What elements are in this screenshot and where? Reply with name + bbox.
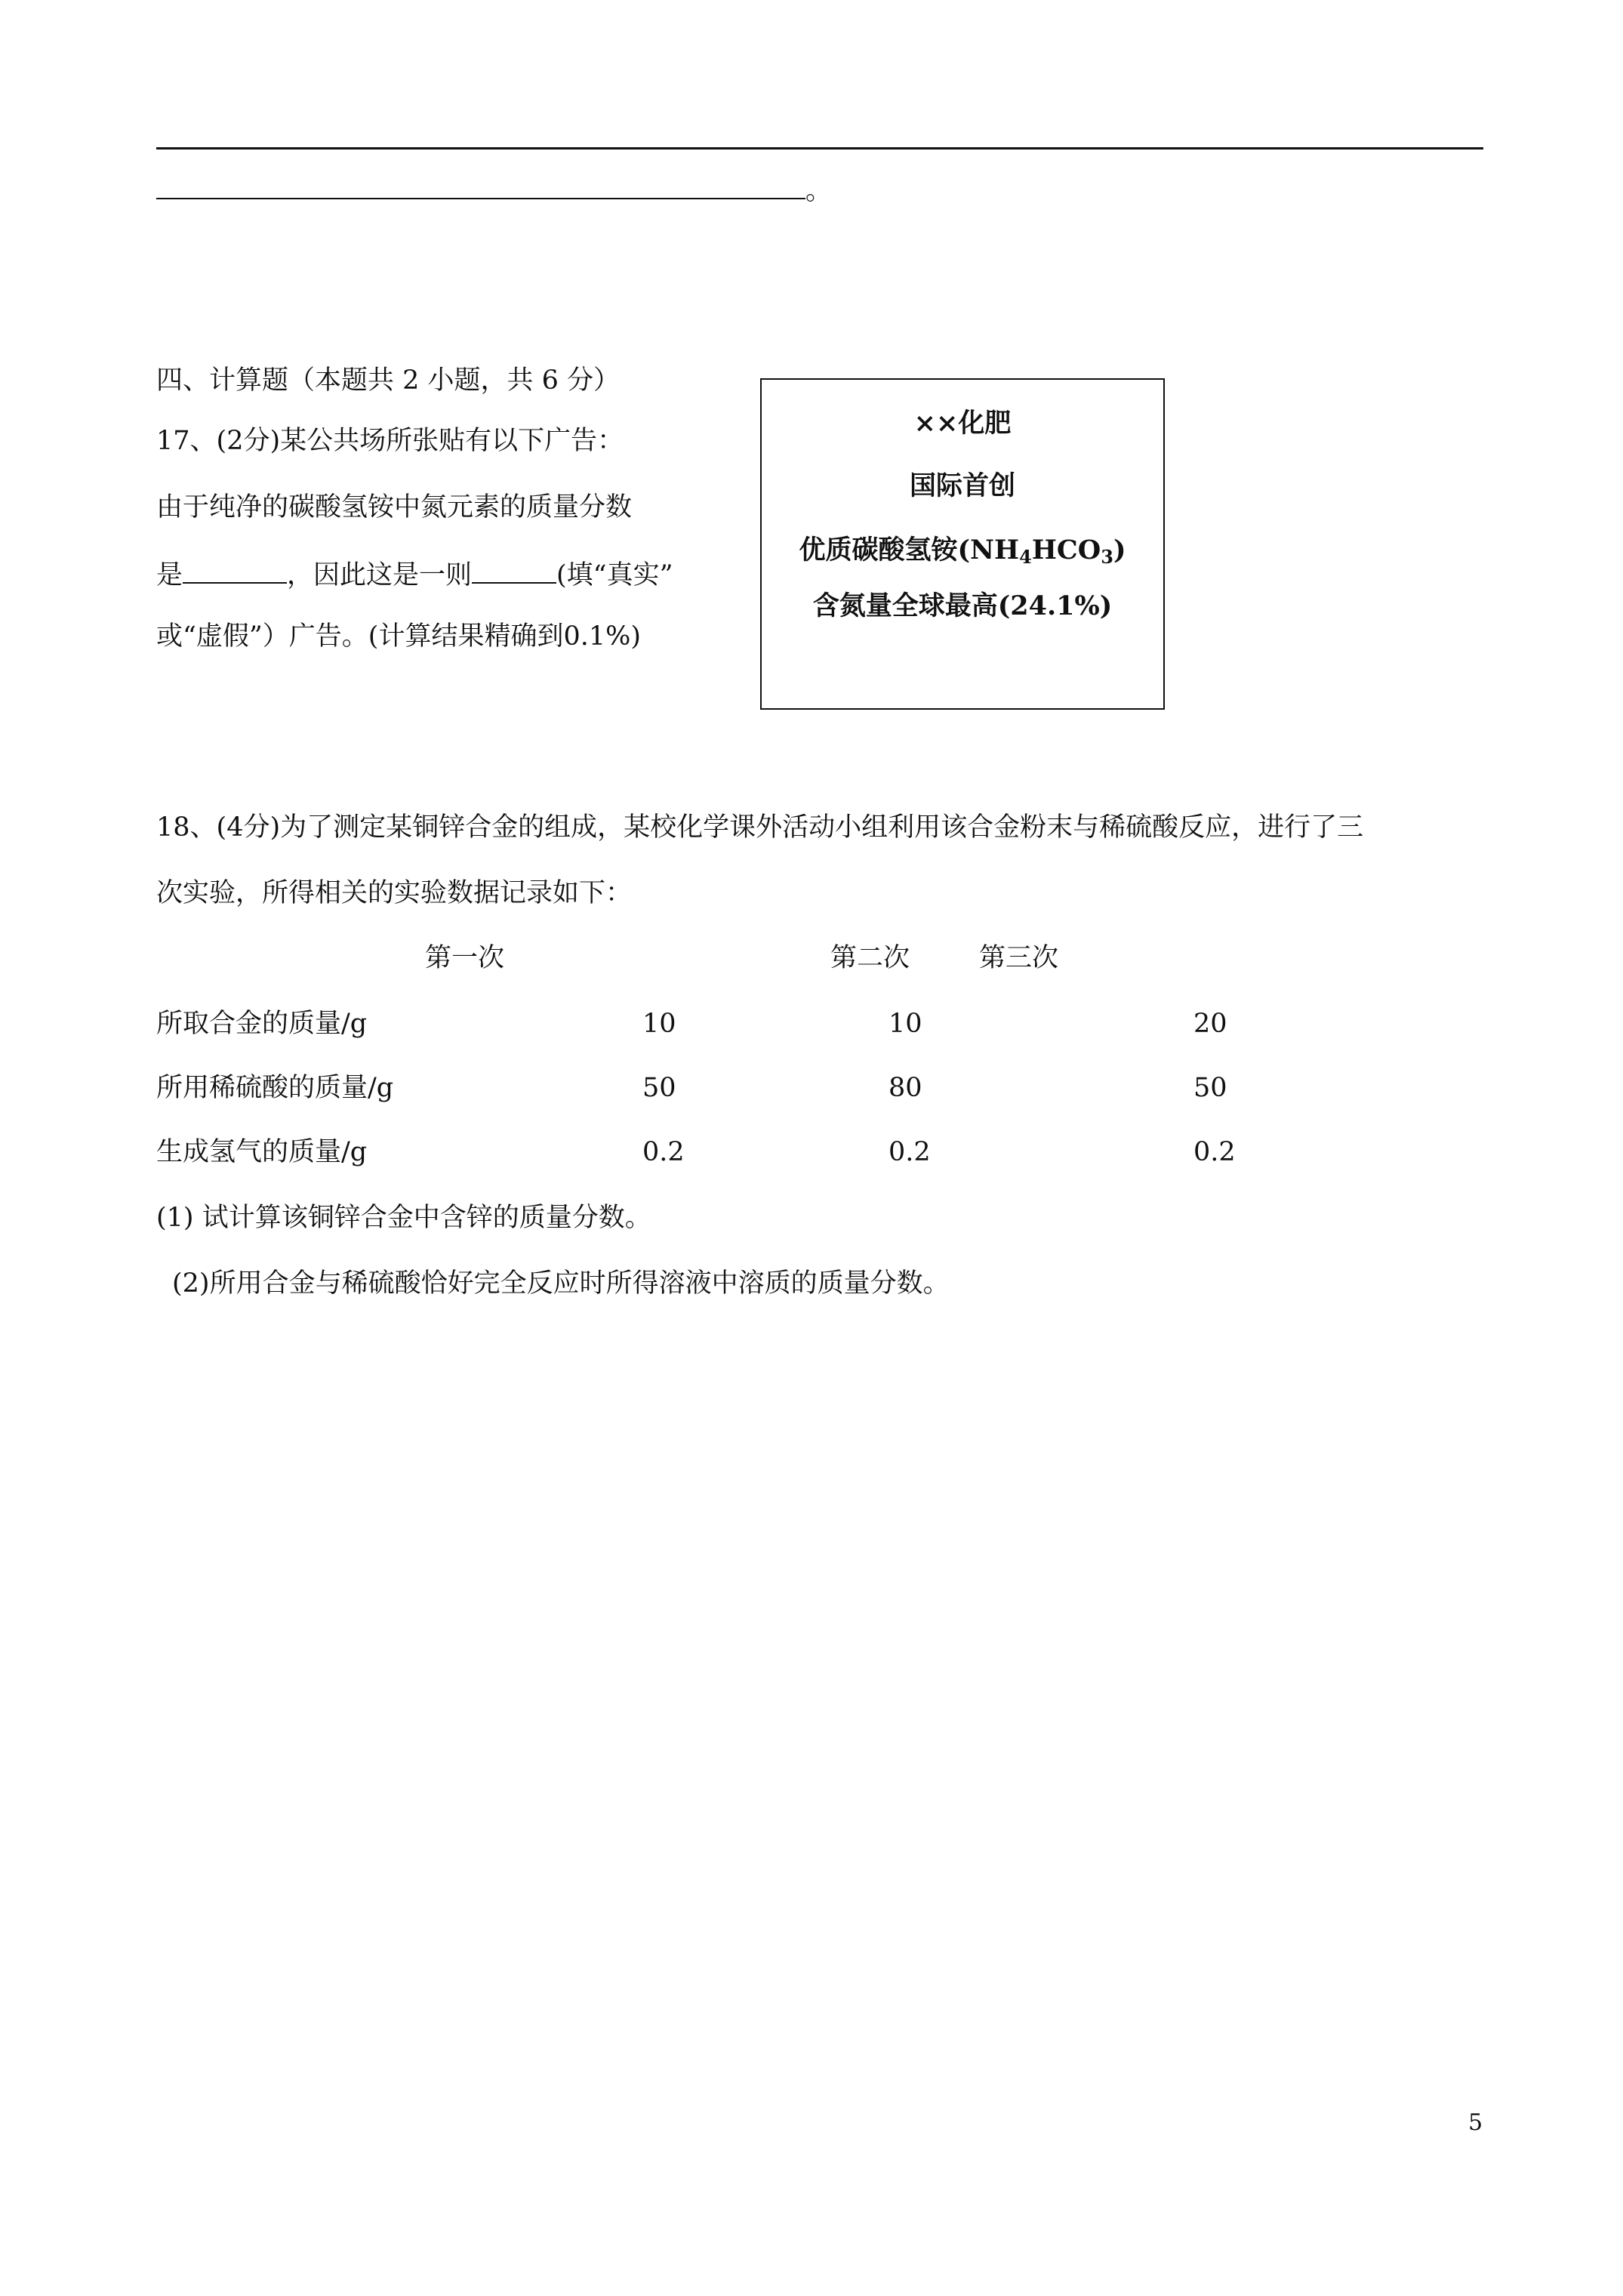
table-cell: 0.2 <box>1193 1137 1236 1167</box>
ad-line-3-text-a: 优质碳酸氢铵(NH <box>799 535 1020 566</box>
q17-line2-text-a: 是 <box>156 560 183 590</box>
table-row-label: 所用稀硫酸的质量/g <box>156 1073 394 1103</box>
table-cell: 50 <box>642 1073 676 1103</box>
q17-line1: 由于纯净的碳酸氢铵中氮元素的质量分数 <box>156 492 633 522</box>
table-cell: 20 <box>1193 1009 1227 1039</box>
table-row-label: 所取合金的质量/g <box>156 1009 368 1039</box>
table-cell: 0.2 <box>888 1137 931 1167</box>
header-rule <box>156 147 1483 149</box>
section-title: 四、计算题（本题共 2 小题，共 6 分） <box>156 365 621 396</box>
ad-subscript-1: 4 <box>1019 546 1032 568</box>
ad-subscript-2: 3 <box>1101 546 1113 568</box>
ad-line-3 <box>762 535 1163 568</box>
q17-line2-text-c: (填“真实” <box>556 560 673 590</box>
q17-title: 17、(2分)某公共场所张贴有以下广告： <box>156 426 624 456</box>
table-row-label: 生成氢气的质量/g <box>156 1137 368 1167</box>
q18-line1: 18、(4分)为了测定某铜锌合金的组成，某校化学课外活动小组利用该合金粉末与稀硫酸反应，进行了三 <box>156 812 1364 843</box>
continuation-line <box>156 175 832 205</box>
answer-blank <box>156 175 805 199</box>
table-header-1: 第一次 <box>425 943 505 973</box>
advertisement-box <box>760 378 1165 710</box>
page-number: 5 <box>1468 2110 1483 2136</box>
answer-blank-mass-fraction <box>183 559 287 584</box>
period-mark: 。 <box>805 176 833 206</box>
ad-line-3-text-b: HCO <box>1031 535 1101 566</box>
table-cell: 80 <box>888 1073 922 1103</box>
answer-blank-true-false <box>472 559 556 584</box>
q17-line3: 或“虚假”）广告。(计算结果精确到0.1%) <box>156 621 642 652</box>
table-header-2: 第二次 <box>830 943 910 973</box>
ad-line-4: 含氮量全球最高(24.1%) <box>812 590 1113 621</box>
q18-line2: 次实验，所得相关的实验数据记录如下： <box>156 878 633 908</box>
q17-line2-text-b: ，因此这是一则 <box>287 560 473 590</box>
q18-sub2: (2)所用合金与稀硫酸恰好完全反应时所得溶液中溶质的质量分数。 <box>172 1268 950 1299</box>
ad-line-1: ××化肥 <box>913 408 1012 439</box>
ad-line-3-text-c: ) <box>1113 535 1126 566</box>
q18-sub1: (1) 试计算该铜锌合金中含锌的质量分数。 <box>156 1203 651 1233</box>
table-cell: 10 <box>642 1009 676 1039</box>
table-header-3: 第三次 <box>979 943 1059 973</box>
q17-line2 <box>156 559 673 589</box>
table-cell: 0.2 <box>642 1137 685 1167</box>
table-cell: 10 <box>888 1009 922 1039</box>
ad-line-2: 国际首创 <box>909 470 1015 501</box>
table-cell: 50 <box>1193 1073 1227 1103</box>
